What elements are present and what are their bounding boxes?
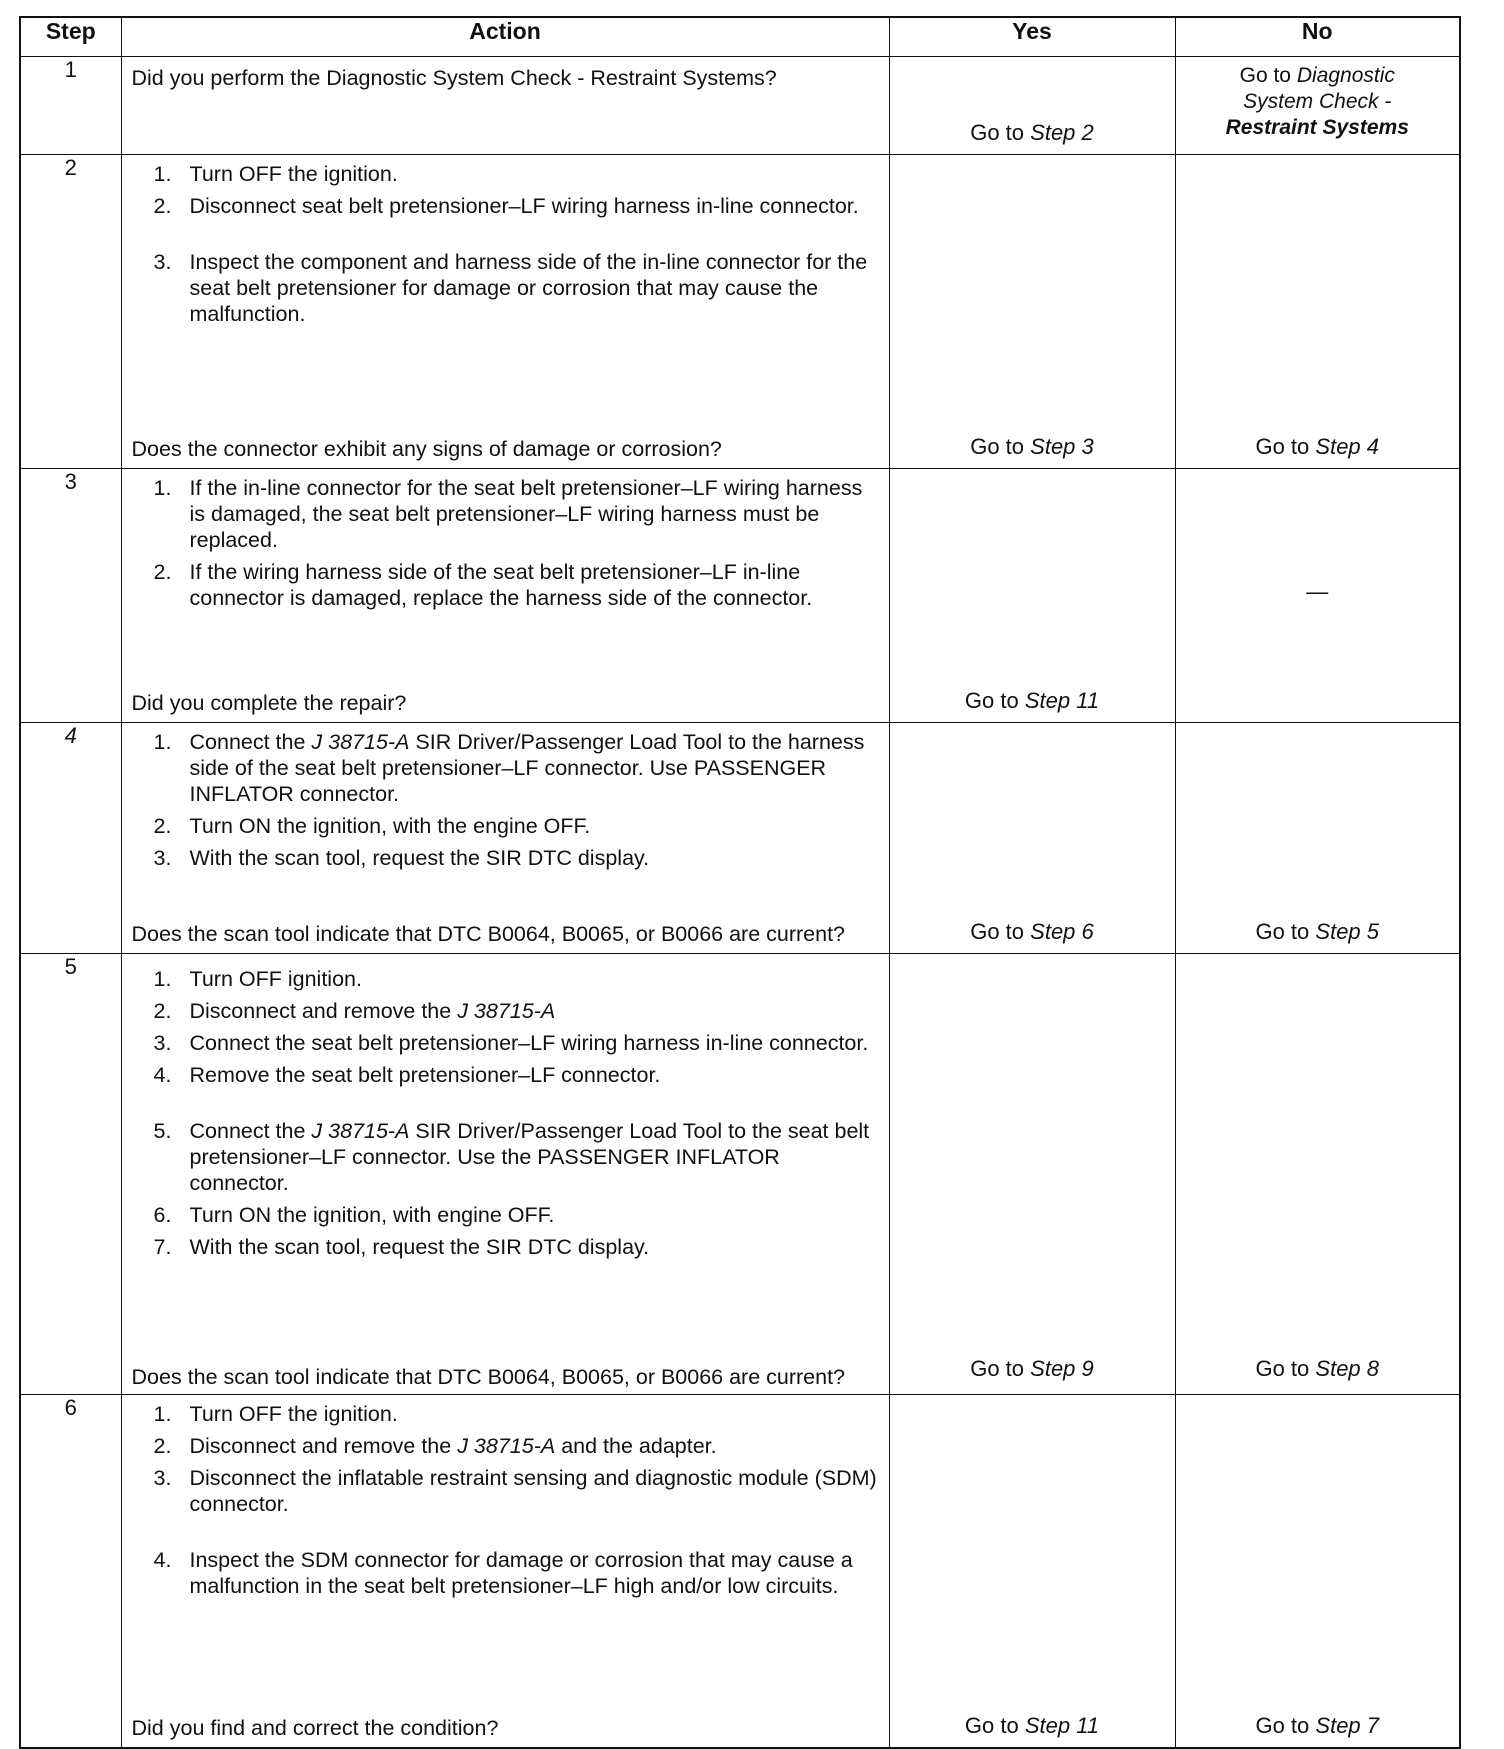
action-item: 2. If the wiring harness side of the seat belt pretensioner–LF in-line connector is damaged, replace the harness side of the connector.: [153, 560, 813, 610]
tool-reference: J 38715-A: [457, 1434, 556, 1458]
action-item: 3. Disconnect the inflatable restraint sensing and diagnostic module (SDM) connector.: [153, 1466, 877, 1516]
header-yes: Yes: [889, 17, 1175, 57]
action-item: 3. Inspect the component and harness side of the in-line connector for the seat belt pretensioner for damage or corrosion that may cause the malfunction.: [153, 250, 868, 326]
header-row: [20, 17, 1460, 57]
action-cell: [121, 1395, 889, 1749]
action-item: 3. With the scan tool, request the SIR DTC display.: [153, 846, 650, 870]
table-row: [20, 723, 1460, 954]
tool-reference: J 38715-A: [311, 730, 410, 754]
header-step: Step: [20, 17, 121, 57]
action-item: 1. Turn OFF the ignition.: [153, 162, 398, 186]
no-cell: Go to Step 7: [1175, 1395, 1460, 1749]
action-item: 3. Connect the seat belt pretensioner–LF wiring harness in-line connector.: [153, 1031, 869, 1055]
action-question: Did you complete the repair?: [131, 691, 407, 715]
action-cell: [121, 723, 889, 954]
no-link[interactable]: Step 8: [1315, 1356, 1380, 1381]
tool-reference: J 38715-A: [457, 999, 556, 1023]
yes-cell: Go to Step 11: [889, 1395, 1175, 1749]
action-item: 5. Connect the J 38715-A SIR Driver/Passenger Load Tool to the seat belt pretensioner–LF connector. Use the PASSENGER INFLATOR connector.: [153, 1119, 870, 1195]
no-cell: Go to Step 4: [1175, 155, 1460, 469]
step-number: 1: [20, 57, 121, 155]
table-row: [20, 155, 1460, 469]
action-question: Does the scan tool indicate that DTC B0064, B0065, or B0066 are current?: [131, 922, 846, 946]
step-number: 6: [20, 1395, 121, 1749]
action-item: 2. Disconnect seat belt pretensioner–LF wiring harness in-line connector.: [153, 194, 859, 218]
tool-reference: J 38715-A: [311, 1119, 410, 1143]
header-action: Action: [121, 17, 889, 57]
action-item: 2. Turn ON the ignition, with the engine OFF.: [153, 814, 591, 838]
action-item: 2. Disconnect and remove the J 38715-A: [153, 999, 556, 1023]
yes-link[interactable]: Step 3: [1030, 434, 1094, 459]
yes-cell: Go to Step 11: [889, 469, 1175, 723]
yes-link[interactable]: Step 11: [1024, 1713, 1100, 1738]
step-number: 3: [20, 469, 121, 723]
yes-cell: Go to Step 9: [889, 954, 1175, 1395]
action-cell: [121, 954, 889, 1395]
action-item: 4. Remove the seat belt pretensioner–LF connector.: [153, 1063, 661, 1087]
no-cell: Go to Step 5: [1175, 723, 1460, 954]
action-question: Did you perform the Diagnostic System Check - Restraint Systems?: [131, 66, 777, 90]
action-question: Does the scan tool indicate that DTC B0064, B0065, or B0066 are current?: [131, 1365, 846, 1389]
action-cell: [121, 57, 889, 155]
table-row: [20, 57, 1460, 155]
action-cell: [121, 155, 889, 469]
step-number: 4: [20, 723, 121, 954]
yes-cell: Go to Step 2: [889, 57, 1175, 155]
yes-link[interactable]: Step 2: [1030, 120, 1094, 145]
header-no: No: [1175, 17, 1460, 57]
no-link[interactable]: Step 5: [1315, 919, 1380, 944]
step-number: 2: [20, 155, 121, 469]
action-item: 1. Turn OFF ignition.: [153, 967, 362, 991]
no-value: —: [1306, 579, 1329, 604]
table-row: [20, 1395, 1460, 1749]
no-link[interactable]: Step 4: [1315, 434, 1380, 459]
action-question: Did you find and correct the condition?: [131, 1716, 499, 1740]
action-question: Does the connector exhibit any signs of damage or corrosion?: [131, 437, 722, 461]
no-cell: Go to Diagnostic System Check - Restraint Systems: [1175, 57, 1460, 155]
yes-link[interactable]: Step 9: [1030, 1356, 1094, 1381]
no-link[interactable]: Step 7: [1315, 1713, 1380, 1738]
no-cell: [1175, 469, 1460, 723]
step-number: 5: [20, 954, 121, 1395]
action-item: 7. With the scan tool, request the SIR DTC display.: [153, 1235, 650, 1259]
action-item: 2. Disconnect and remove the J 38715-A and the adapter.: [153, 1434, 717, 1458]
action-item: 1. If the in-line connector for the seat belt pretensioner–LF wiring harness is damaged, the seat belt pretensioner–LF wiring harness must be replaced.: [153, 476, 863, 552]
no-cell: Go to Step 8: [1175, 954, 1460, 1395]
yes-cell: Go to Step 3: [889, 155, 1175, 469]
action-item: 6. Turn ON the ignition, with engine OFF.: [153, 1203, 555, 1227]
yes-link[interactable]: Step 11: [1024, 688, 1100, 713]
no-link[interactable]: Diagnostic: [1296, 64, 1395, 87]
yes-link[interactable]: Step 6: [1030, 919, 1094, 944]
table-row: [20, 954, 1460, 1395]
diagnostic-table: [19, 16, 1461, 1749]
action-cell: [121, 469, 889, 723]
action-item: 1. Connect the J 38715-A SIR Driver/Passenger Load Tool to the harness side of the seat belt pretensioner–LF connector. Use PASSENGER INFLATOR connector.: [153, 730, 865, 806]
action-item: 1. Turn OFF the ignition.: [153, 1402, 398, 1426]
table-row: [20, 469, 1460, 723]
yes-cell: Go to Step 6: [889, 723, 1175, 954]
action-item: 4. Inspect the SDM connector for damage or corrosion that may cause a malfunction in the seat belt pretensioner–LF high and/or low circuits.: [153, 1548, 853, 1598]
